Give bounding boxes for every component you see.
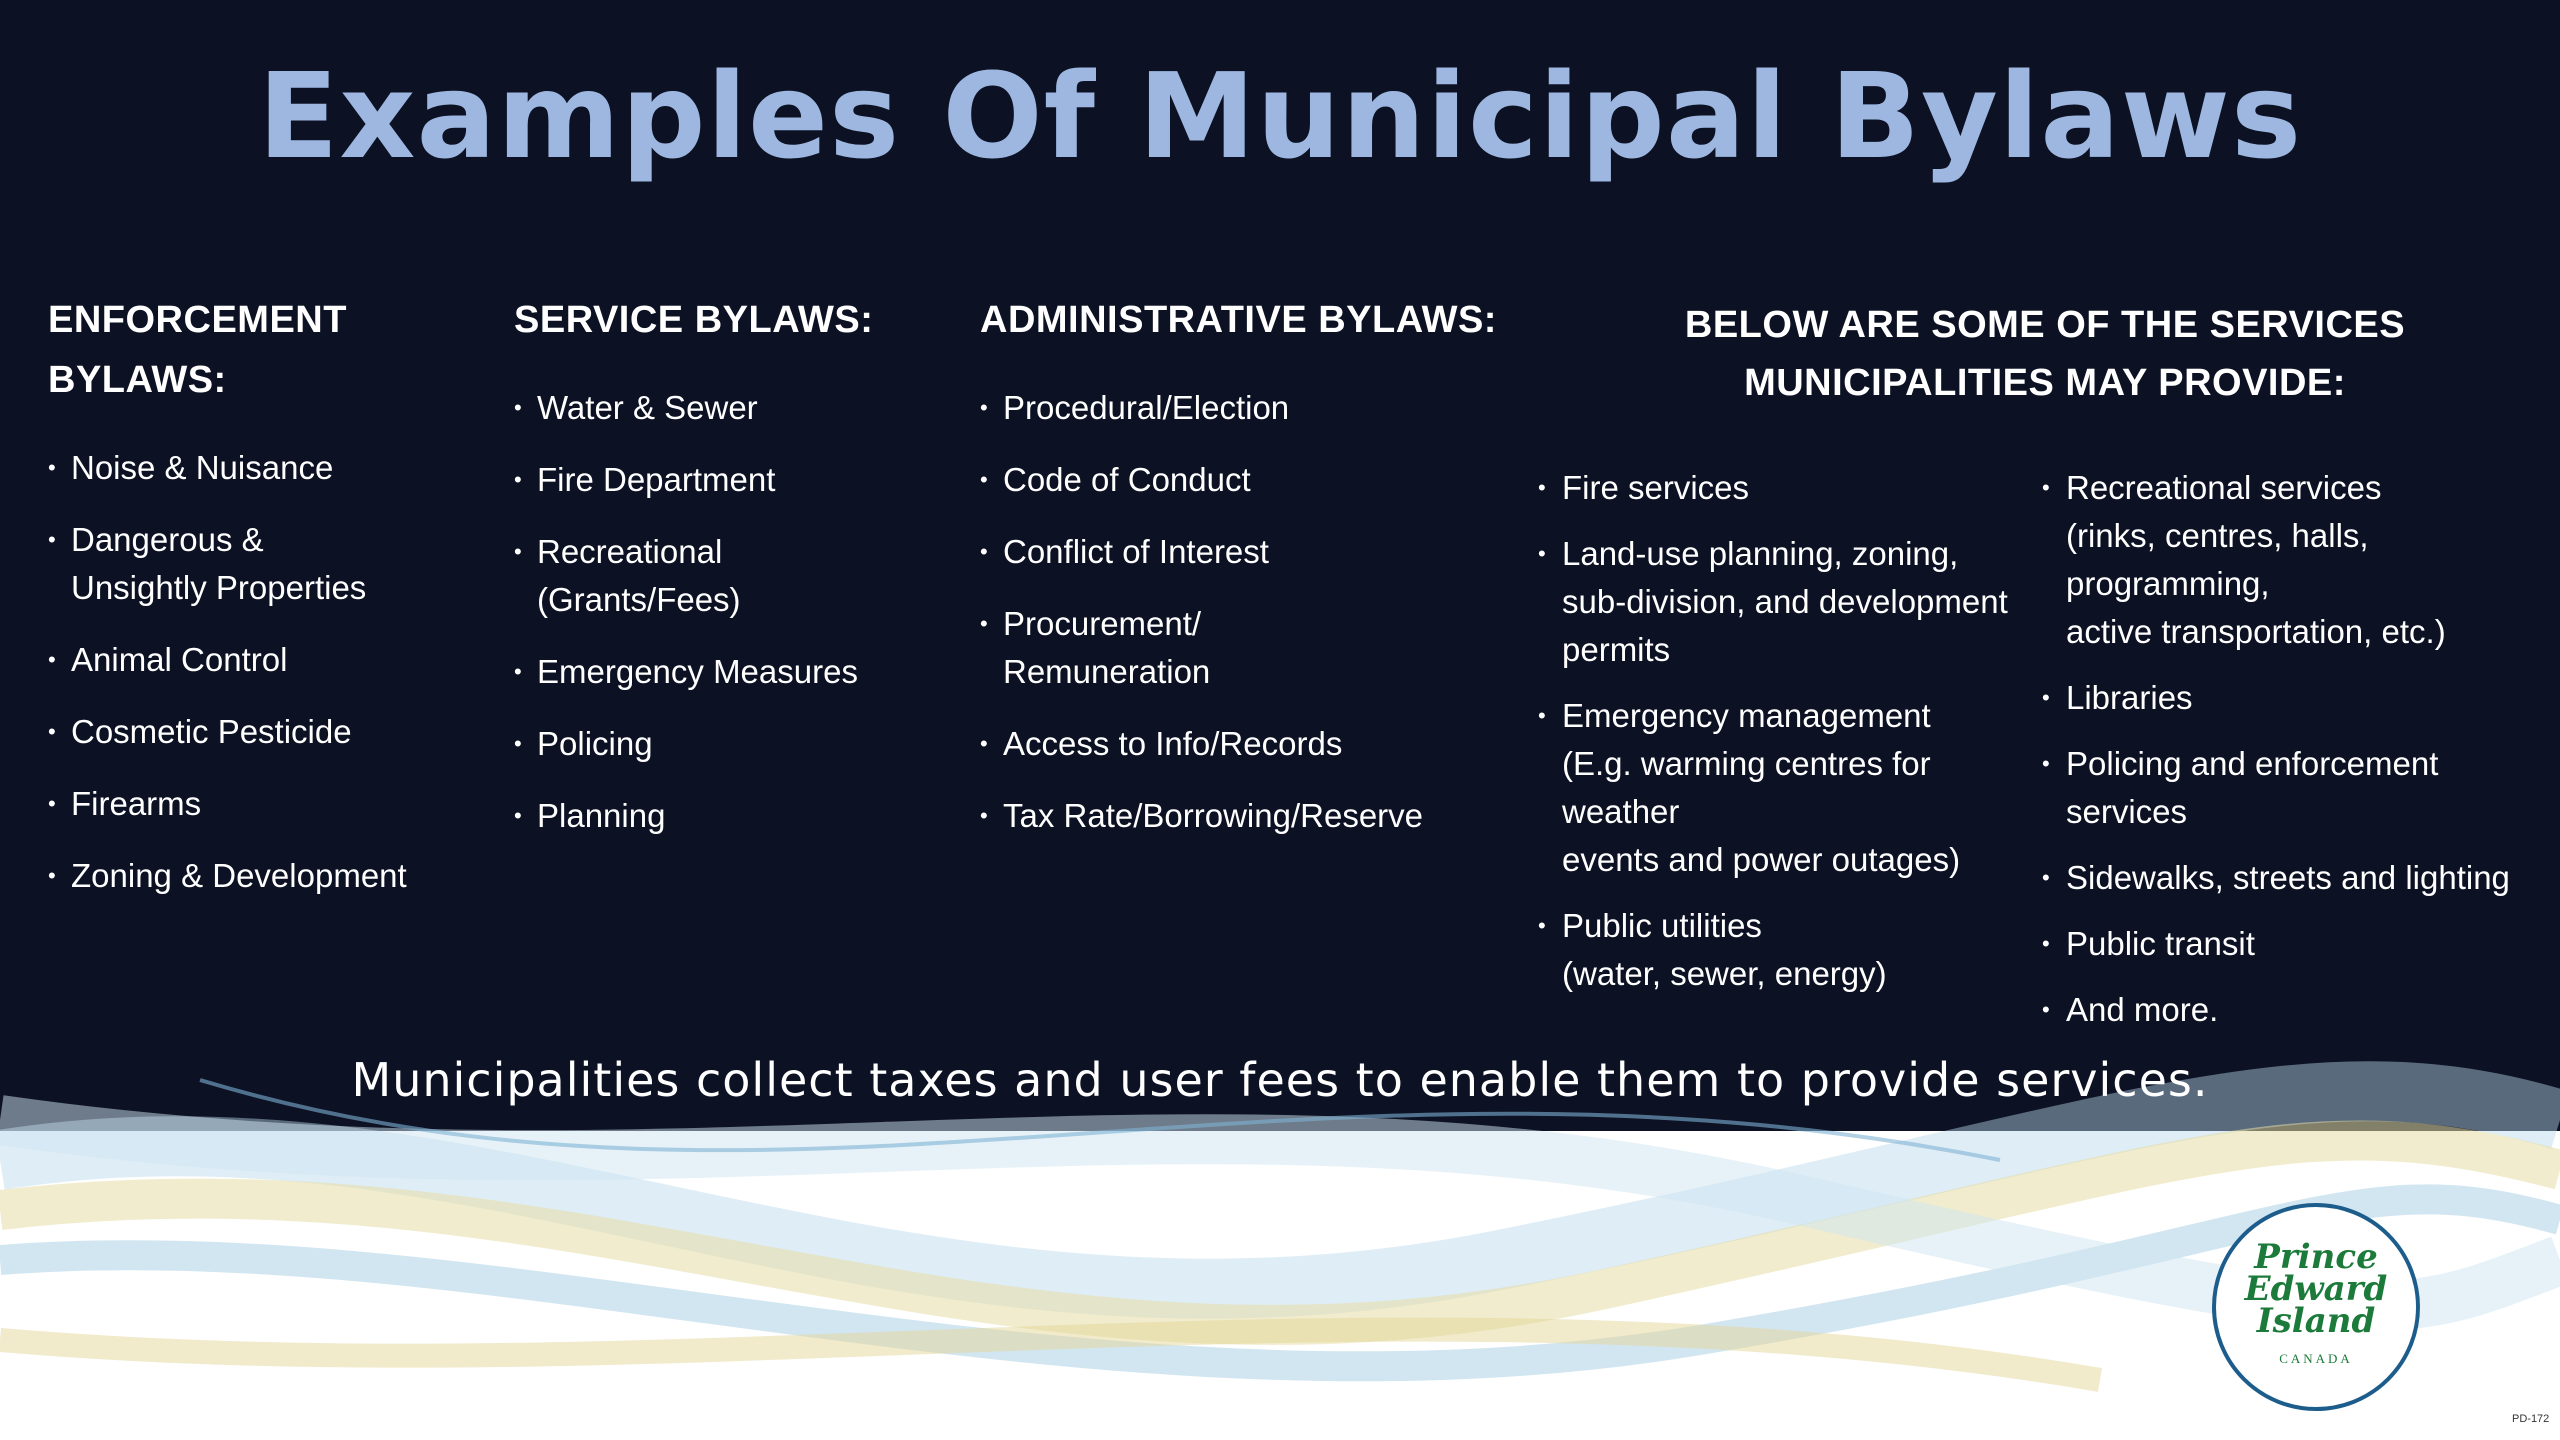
list-item: • Emergency Measures: [514, 648, 974, 696]
list-item: • Public transit: [2042, 920, 2542, 968]
logo-wordmark: Prince Edward Island: [2244, 1237, 2388, 1341]
page-title: Examples Of Municipal Bylaws: [257, 47, 2303, 185]
column-heading: ENFORCEMENT BYLAWS:: [48, 299, 347, 401]
list-item: • Recreational (Grants/Fees): [514, 528, 974, 624]
list-item: • Zoning & Development: [48, 852, 508, 900]
list-item: • Procurement/ Remuneration: [980, 600, 1500, 696]
list-item: • Fire Department: [514, 456, 974, 504]
logo-subtitle: CANADA: [2279, 1351, 2353, 1366]
list-item: • Tax Rate/Borrowing/Reserve: [980, 792, 1500, 840]
list-item: • Public utilities (water, sewer, energy): [1538, 902, 2018, 998]
document-code: PD-172: [2512, 1413, 2550, 1425]
list-item: • Conflict of Interest: [980, 528, 1500, 576]
list-item: • Land-use planning, zoning, sub-division, and development permits: [1538, 530, 2018, 674]
list-item: • Procedural/Election: [980, 384, 1500, 432]
administrative-bylaws-column: [980, 290, 1500, 864]
list-item: • Firearms: [48, 780, 508, 828]
list-item: • Planning: [514, 792, 974, 840]
list-item: • Emergency management (E.g. warming centres for weather events and power outages): [1538, 692, 2018, 884]
list-item: • And more.: [2042, 986, 2542, 1034]
list-item: • Sidewalks, streets and lighting: [2042, 854, 2542, 902]
list-item: • Cosmetic Pesticide: [48, 708, 508, 756]
column-heading: ADMINISTRATIVE BYLAWS:: [980, 299, 1497, 341]
footer-statement: Municipalities collect taxes and user fees to enable them to provide services.: [351, 1053, 2209, 1107]
list-item: • Policing and enforcement services: [2042, 740, 2542, 836]
list-item: • Libraries: [2042, 674, 2542, 722]
list-item: • Animal Control: [48, 636, 508, 684]
column-heading: SERVICE BYLAWS:: [514, 299, 874, 341]
list-item: • Access to Info/Records: [980, 720, 1500, 768]
service-bylaws-column: [514, 290, 974, 864]
pei-logo: [2212, 1203, 2420, 1411]
enforcement-bylaws-column: [48, 290, 508, 924]
list-item: • Code of Conduct: [980, 456, 1500, 504]
list-item: • Water & Sewer: [514, 384, 974, 432]
services-right-column: [2042, 464, 2542, 1052]
services-left-column: [1538, 464, 2018, 1016]
list-item: • Noise & Nuisance: [48, 444, 508, 492]
list-item: • Recreational services (rinks, centres, halls, programming, active transportation, etc.): [2042, 464, 2542, 656]
services-heading: BELOW ARE SOME OF THE SERVICES MUNICIPALITIES MAY PROVIDE:: [1684, 304, 2406, 404]
list-item: • Fire services: [1538, 464, 2018, 512]
list-item: • Dangerous & Unsightly Properties: [48, 516, 508, 612]
list-item: • Policing: [514, 720, 974, 768]
